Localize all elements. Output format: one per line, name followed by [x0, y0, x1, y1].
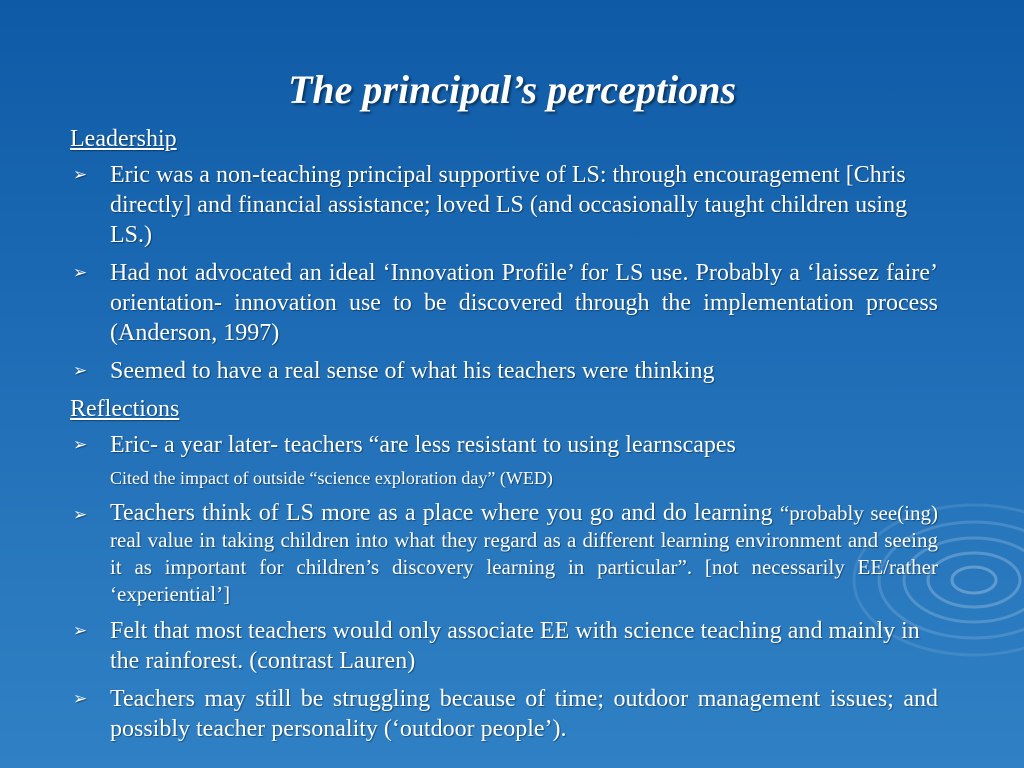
bullet-text: Had not advocated an ideal ‘Innovation Profile’ for LS use. Probably a ‘laissez faire’ orientation- innovation use to be discovered through the implementation process (Anderson, 1997): [110, 260, 938, 346]
slide-body: [70, 124, 938, 752]
arrow-bullet-icon: ➢: [73, 621, 88, 640]
arrow-bullet-icon: ➢: [73, 361, 88, 380]
arrow-bullet-icon: ➢: [73, 263, 88, 282]
bullet-text: Eric was a non-teaching principal supportive of LS: through encouragement [Chris directly] and financial assistance; loved LS (and occasionally taught children using LS.): [110, 162, 908, 248]
arrow-bullet-icon: ➢: [73, 689, 88, 708]
arrow-bullet-icon: ➢: [73, 505, 88, 524]
bullet-text: Seemed to have a real sense of what his teachers were thinking: [110, 358, 715, 384]
bullet-text: Teachers think of LS more as a place where you go and do learning: [110, 500, 773, 526]
bullet-item: [70, 500, 938, 608]
slide-title: The principal’s perceptions: [287, 67, 737, 112]
bullet-item: [70, 430, 938, 460]
section-heading-leadership: Leadership: [70, 126, 177, 152]
bullet-text: Teachers may still be struggling because of time; outdoor management issues; and possibly teacher personality (‘outdoor people’).: [110, 686, 938, 742]
bullet-text: Eric- a year later- teachers “are less resistant to using learnscapes: [110, 432, 736, 458]
section-heading-reflections: Reflections: [70, 396, 180, 422]
arrow-bullet-icon: ➢: [73, 435, 88, 454]
sub-note: Cited the impact of outside “science exploration day” (WED): [110, 468, 553, 488]
bullet-quote: “probably see(ing) real value in taking children into what they regard as a different learning environment and seeing it as important for children’s discovery learning in particular”. [not necessarily EE/rather ‘experiential’]: [110, 501, 939, 606]
arrow-bullet-icon: ➢: [73, 165, 88, 184]
bullet-item: [70, 616, 938, 676]
bullet-item: [70, 356, 938, 386]
bullet-text: Felt that most teachers would only associate EE with science teaching and mainly in the rainforest. (contrast Lauren): [110, 618, 920, 674]
bullet-item: [70, 258, 938, 348]
bullet-item: [70, 160, 938, 250]
bullet-item: [70, 684, 938, 744]
